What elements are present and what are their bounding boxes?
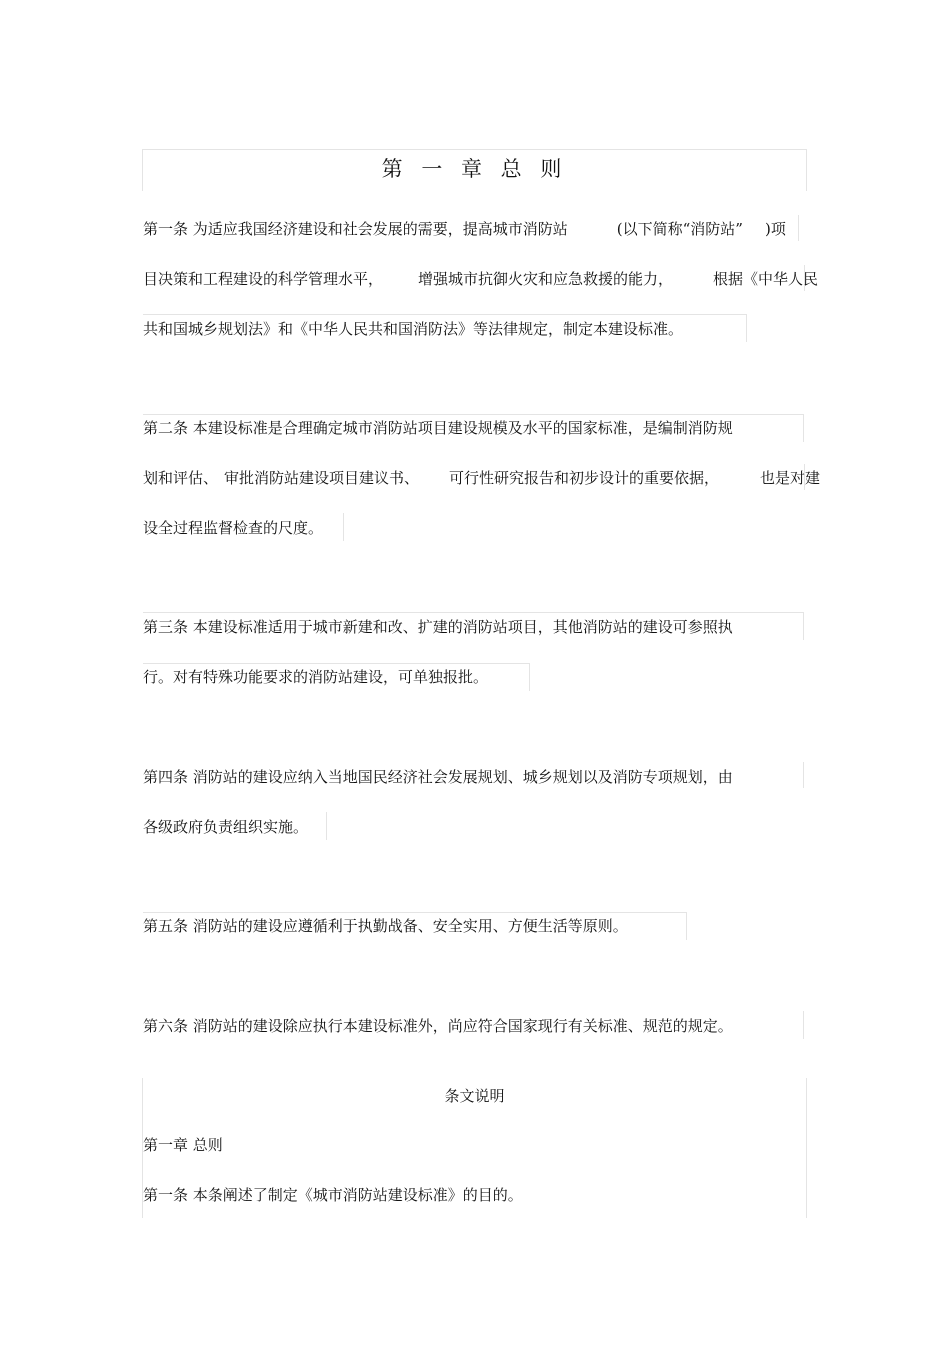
article-1-line-1: [143, 219, 786, 239]
article-2-line-1: 第二条 本建设标准是合理确定城市消防站项目建设规模及水平的国家标准，是编制消防规: [143, 419, 733, 437]
frame-right-line: [343, 513, 344, 541]
article-2-text: 可行性研究报告和初步设计的重要依据，: [449, 469, 720, 487]
frame-top-line: [143, 912, 686, 913]
article-5-line-1: 第五条 消防站的建设应遵循利于执勤战备、安全实用、方便生活等原则。: [143, 917, 628, 935]
frame-right-line: [806, 1078, 807, 1218]
frame-top-line: [143, 612, 803, 613]
frame-right-line: [803, 612, 804, 640]
frame-top-line: [143, 314, 746, 315]
frame-top-line: [143, 663, 529, 664]
frame-right-line: [686, 912, 687, 940]
article-2-text: 审批消防站建设项目建议书、: [224, 469, 420, 487]
article-3-line-1: 第三条 本建设标准适用于城市新建和改、扩建的消防站项目，其他消防站的建设可参照执: [143, 618, 733, 636]
explanation-chapter: 第一章 总则: [143, 1136, 223, 1154]
article-2-text: 也是对建: [760, 469, 821, 487]
frame-right-line: [803, 1011, 804, 1039]
article-1-text: )项: [764, 220, 786, 238]
article-4-line-2: 各级政府负责组织实施。: [143, 818, 309, 836]
frame-right-line: [326, 812, 327, 840]
article-2-text: 划和评估、: [143, 469, 219, 487]
article-1-text: 根据《中华人民: [713, 270, 819, 288]
frame-right-line: [798, 215, 799, 241]
article-1-text: 目决策和工程建设的科学管理水平，: [143, 270, 384, 288]
article-1-line-3: 共和国城乡规划法》和《中华人民共和国消防法》等法律规定，制定本建设标准。: [143, 320, 684, 338]
frame-top-line: [143, 414, 803, 415]
article-4-line-1: 第四条 消防站的建设应纳入当地国民经济社会发展规划、城乡规划以及消防专项规划，由: [143, 768, 733, 786]
frame-top-line: [143, 149, 806, 150]
article-3-line-2: 行。对有特殊功能要求的消防站建设，可单独报批。: [143, 668, 489, 686]
article-1-text: (以下简称“消防站”: [616, 220, 743, 238]
frame-right-line: [803, 762, 804, 788]
article-1-line-2: [143, 269, 818, 289]
frame-right-line: [806, 149, 807, 191]
article-6-line-1: 第六条 消防站的建设除应执行本建设标准外，尚应符合国家现行有关标准、规范的规定。: [143, 1017, 733, 1035]
frame-right-line: [803, 414, 804, 442]
article-1-text: 增强城市抗御火灾和应急救援的能力，: [418, 270, 674, 288]
explanation-article-1: 第一条 本条阐述了制定《城市消防站建设标准》的目的。: [143, 1186, 523, 1204]
article-2-line-2: [143, 468, 820, 488]
article-2-line-3: 设全过程监督检查的尺度。: [143, 519, 324, 537]
frame-right-line: [529, 663, 530, 691]
article-1-text: 第一条 为适应我国经济建设和社会发展的需要，提高城市消防站: [143, 220, 568, 238]
chapter-title: 第 一 章 总 则: [381, 157, 568, 181]
frame-right-line: [746, 314, 747, 342]
explanation-title: 条文说明: [444, 1087, 505, 1105]
